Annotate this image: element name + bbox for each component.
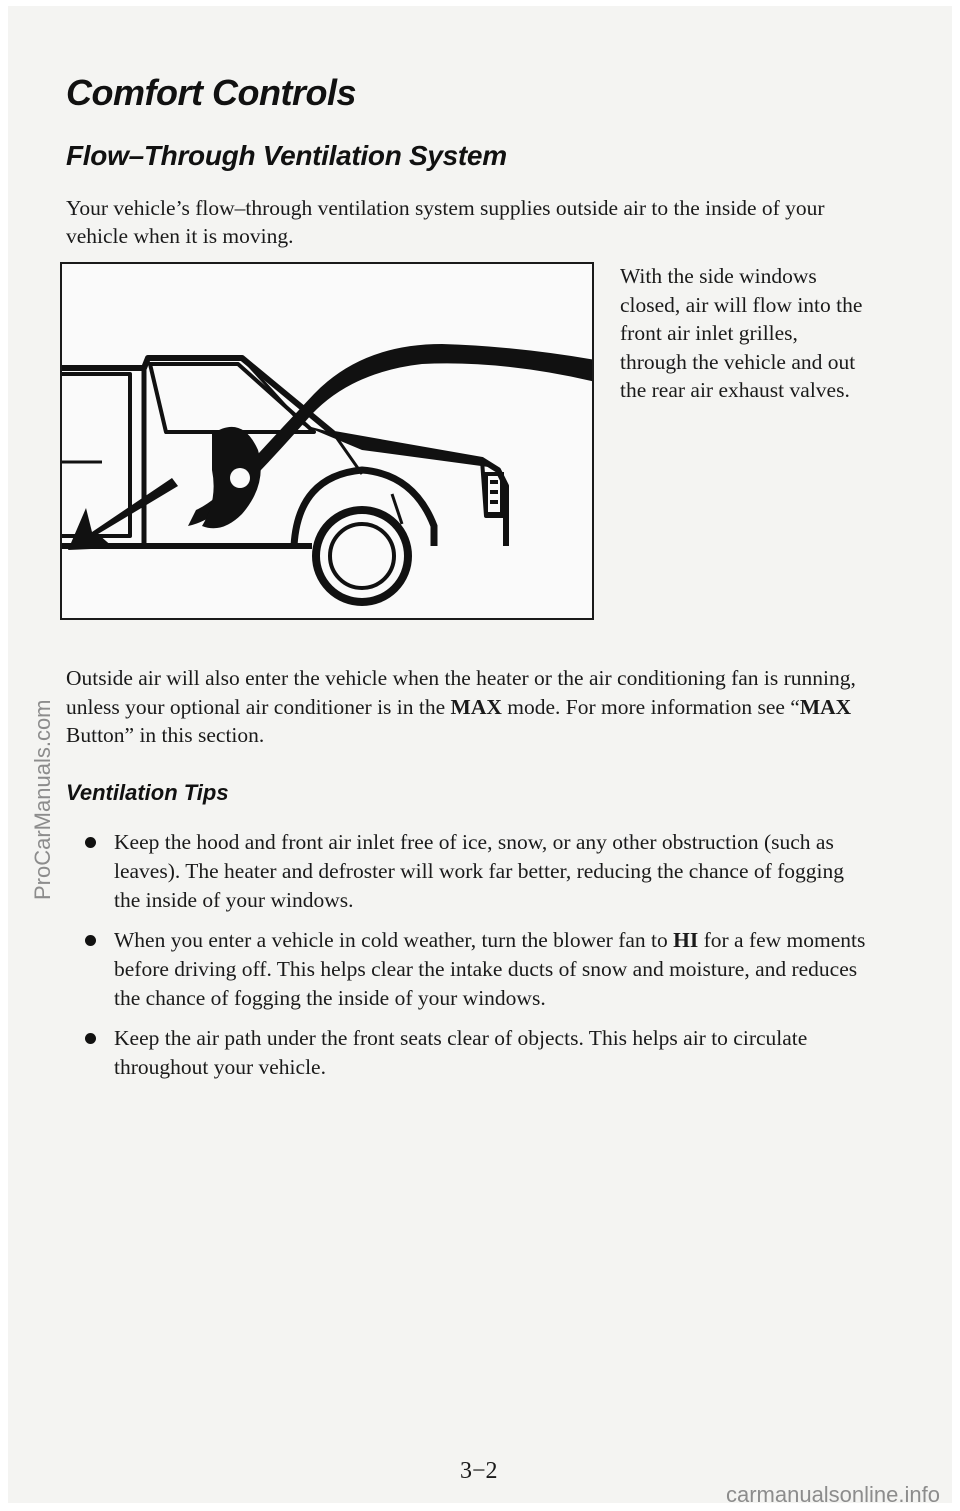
page-title: Comfort Controls [66, 72, 356, 113]
hi-setting-label: HI [673, 928, 699, 952]
outside-air-text-3: Button” in this section. [66, 723, 265, 747]
bullet-icon [85, 1033, 96, 1044]
vehicle-airflow-drawing [62, 264, 592, 618]
section-title: Flow–Through Ventilation System [66, 140, 507, 171]
intro-paragraph: Your vehicle’s flow–through ventilation system supplies outside air to the inside of your vehicle when it is moving. [66, 196, 825, 248]
figure-caption: With the side windows closed, air will flow into the front air inlet grilles, through the vehicle and out the rear air exhaust valves. [620, 264, 863, 402]
max-mode-label: MAX [450, 694, 502, 719]
tip-text: When you enter a vehicle in cold weather, turn the blower fan to [114, 928, 674, 952]
bottom-watermark: carmanualsonline.info [725, 1482, 940, 1507]
outside-air-text-1: Outside air will also enter the vehicle when the heater or the air conditioning fan is running, unless your optional air conditioner is in the [66, 666, 856, 719]
tips-heading: Ventilation Tips [66, 780, 229, 805]
outside-air-text-2: mode. For more information see “ [501, 694, 800, 719]
bullet-icon [85, 837, 96, 848]
outside-air-paragraph [66, 664, 856, 750]
ventilation-illustration [60, 262, 594, 620]
bullet-icon [85, 935, 96, 946]
tip-text: Keep the air path under the front seats clear of objects. This helps air to circulate throughout your vehicle. [114, 1026, 808, 1079]
list-item [66, 1024, 866, 1082]
ventilation-tips-list [66, 828, 866, 1093]
list-item [66, 828, 866, 915]
page-number: 3−2 [460, 1458, 498, 1484]
tip-text: for a few moments before driving off. This helps clear the intake ducts of snow and moisture, and reduces the chance of fogging the inside of your windows. [114, 928, 866, 1010]
max-button-label: MAX [799, 694, 852, 719]
tip-text: Keep the hood and front air inlet free of ice, snow, or any other obstruction (such as leaves). The heater and defroster will work far better, reducing the chance of fogging the inside of your windows. [114, 830, 845, 912]
list-item [66, 926, 866, 1013]
side-watermark: ProCarManuals.com [30, 699, 55, 900]
